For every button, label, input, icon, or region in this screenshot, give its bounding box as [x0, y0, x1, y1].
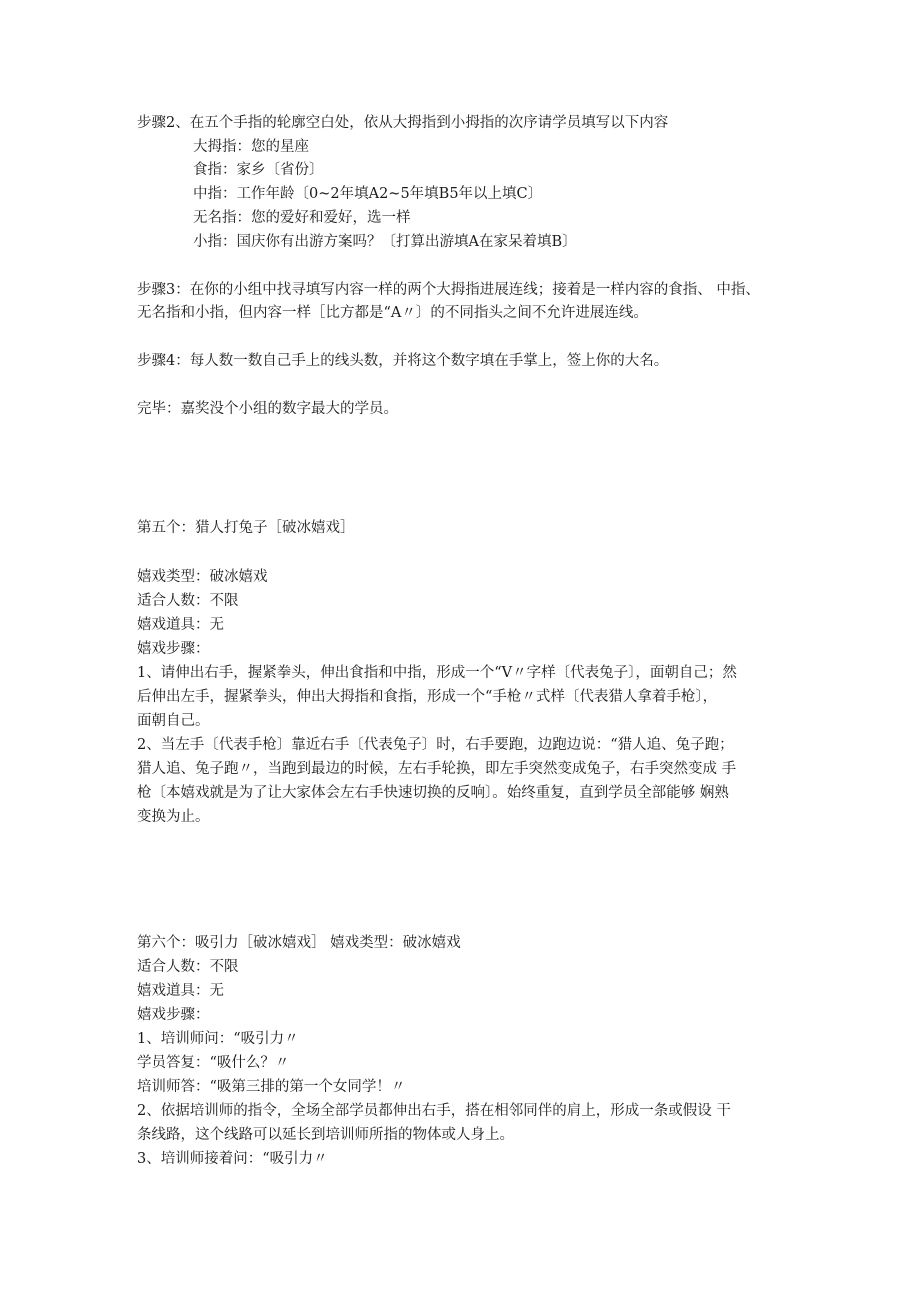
game5-props: 嬉戏道具：无: [137, 617, 224, 633]
game5-step1-line1: 1、请伸出右手，握紧拳头，伸出食指和中指，形成一个“V〃字样〔代表兔子〕，面朝自己；然: [137, 665, 737, 681]
game5-step2-line4: 变换为止。: [137, 809, 210, 825]
step4-text: 步骤4：每人数一数自己手上的线头数，并将这个数字填在手掌上，签上你的大名。: [137, 353, 669, 369]
game6-line5: 条线路，这个线路可以延长到培训师所指的物体或人身上。: [137, 1127, 514, 1143]
step3-line2: 无名指和小指，但内容一样［比方都是“A〃〕的不同指头之间不允许进展连线。: [137, 305, 648, 321]
game5-people: 适合人数：不限: [137, 593, 239, 609]
game6-props: 嬉戏道具：无: [137, 983, 224, 999]
game5-title: 第五个：猎人打兔子［破冰嬉戏］: [137, 520, 355, 536]
step2-item-middle: 中指：工作年龄〔0~2年填A2~5年填B5年以上填C〕: [193, 186, 543, 202]
game5-step1-line3: 面朝自己。: [137, 713, 210, 729]
game6-line3: 培训师答：“吸第三排的第一个女同学！〃: [137, 1079, 406, 1095]
game6-line2: 学员答复：“吸什么？〃: [137, 1055, 290, 1071]
game5-step2-line2: 猎人追、兔子跑〃，当跑到最边的时候，左右手轮换，即左手突然变成兔子，右手突然变成 手: [137, 761, 737, 777]
game5-steps-label: 嬉戏步骤：: [137, 641, 210, 657]
game6-steps-label: 嬉戏步骤：: [137, 1007, 210, 1023]
game6-line1: 1、培训师问：“吸引力〃: [137, 1031, 299, 1047]
game5-step2-line1: 2、当左手〔代表手枪〕靠近右手〔代表兔子〕时，右手要跑，边跑边说：“猎人追、兔子跑；: [137, 737, 734, 753]
game6-line4: 2、依据培训师的指令，全场全部学员都伸出右手，搭在相邻同伴的肩上，形成一条或假设 干: [137, 1103, 731, 1119]
finish-text: 完毕：嘉奖没个小组的数字最大的学员。: [137, 401, 398, 417]
game5-step2-line3: 枪〔本嬉戏就是为了让大家体会左右手快速切换的反响〕。始终重复，直到学员全部能够 娴熟: [137, 785, 729, 801]
game5-type: 嬉戏类型：破冰嬉戏: [137, 569, 268, 585]
game5-step1-line2: 后伸出左手，握紧拳头，伸出大拇指和食指，形成一个“手枪〃式样〔代表猎人拿着手枪〕，: [137, 689, 718, 705]
step2-item-little: 小指：国庆你有出游方案吗？〔打算出游填A在家呆着填B〕: [193, 234, 577, 250]
step2-title: 步骤2、在五个手指的轮廓空白处，依从大拇指到小拇指的次序请学员填写以下内容: [137, 115, 669, 131]
step3-line1: 步骤3：在你的小组中找寻填写内容一样的两个大拇指进展连线；接着是一样内容的食指、 中指、: [137, 282, 760, 298]
step2-item-thumb: 大拇指：您的星座: [193, 139, 309, 155]
step2-item-ring: 无名指：您的爱好和爱好，选一样: [193, 210, 411, 226]
step2-item-index: 食指：家乡〔省份〕: [193, 162, 324, 178]
game6-line6: 3、培训师接着问：“吸引力〃: [137, 1151, 328, 1167]
game6-people: 适合人数：不限: [137, 959, 239, 975]
game6-title: 第六个：吸引力［破冰嬉戏］ 嬉戏类型：破冰嬉戏: [137, 935, 461, 951]
